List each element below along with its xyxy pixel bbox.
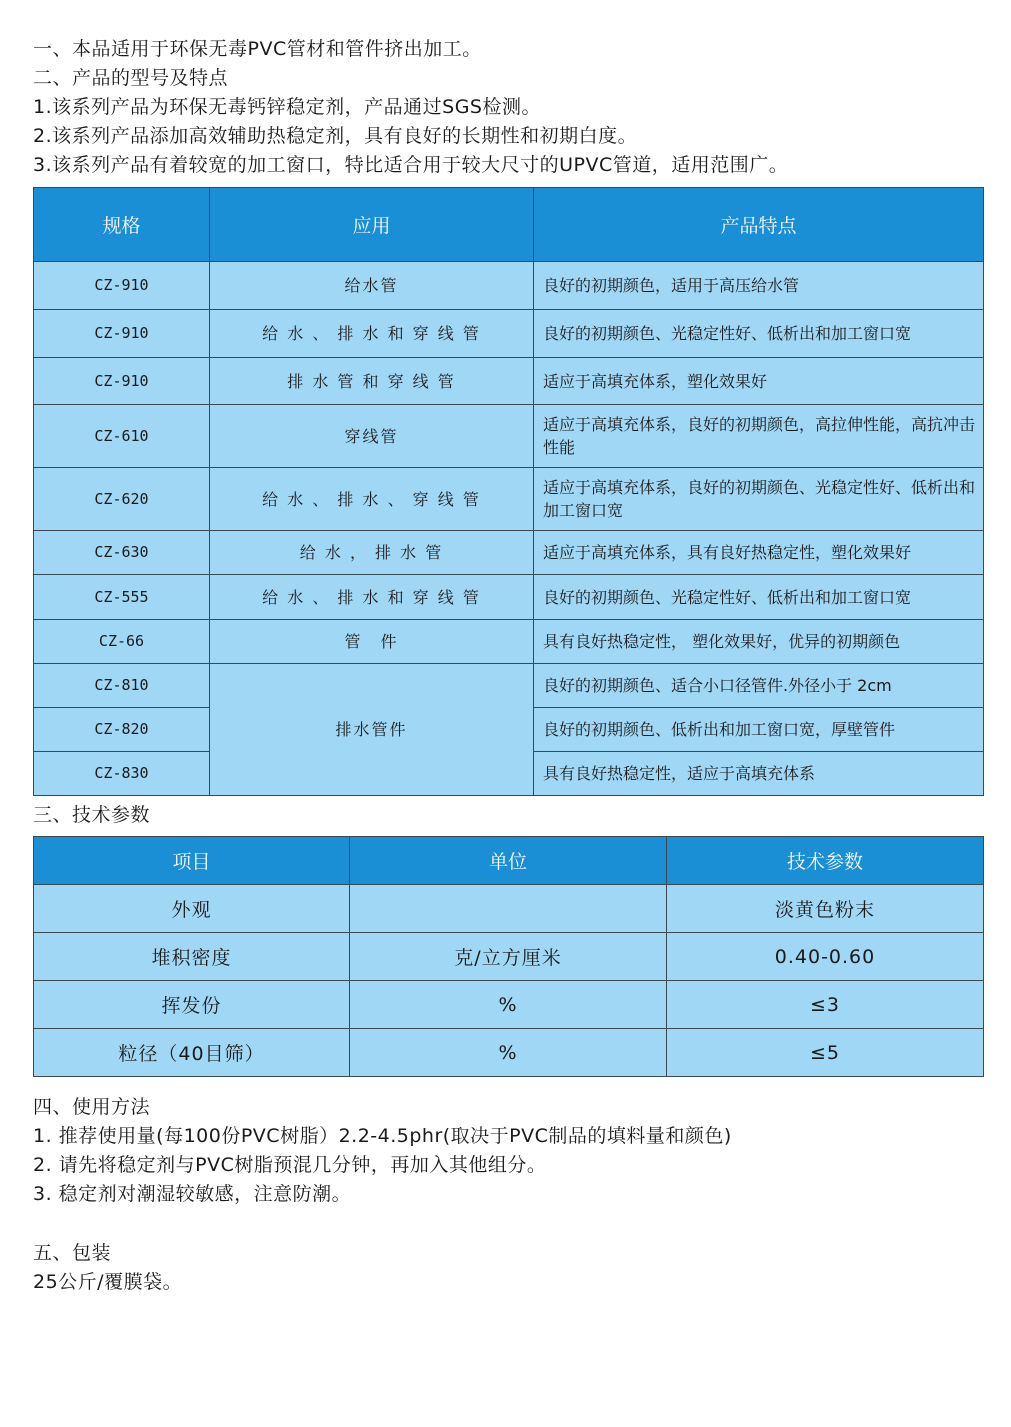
table-row <box>34 981 984 1029</box>
application-cell: 管 件 <box>210 620 534 664</box>
table-row <box>34 531 984 575</box>
table-row <box>34 468 984 531</box>
spec-cell: CZ-810 <box>34 664 210 708</box>
item-cell: 粒径（40目筛） <box>34 1029 350 1077</box>
item-cell: 堆积密度 <box>34 933 350 981</box>
table-row <box>34 358 984 405</box>
application-cell: 给 水 、 排 水 和 穿 线 管 <box>210 575 534 620</box>
spec-cell: CZ-630 <box>34 531 210 575</box>
value-cell: 淡黄色粉末 <box>667 885 984 933</box>
section-4-heading: 四、使用方法 <box>33 1096 151 1118</box>
application-cell: 排 水 管 和 穿 线 管 <box>210 358 534 405</box>
feature-line-1: 1.该系列产品为环保无毒钙锌稳定剂，产品通过SGS检测。 <box>33 96 541 118</box>
table-row <box>34 310 984 358</box>
spec-cell: CZ-66 <box>34 620 210 664</box>
application-cell: 排水管件 <box>210 664 534 796</box>
product-table <box>33 187 984 796</box>
unit-cell: % <box>350 1029 667 1077</box>
section-5-heading: 五、包装 <box>33 1242 112 1264</box>
application-cell: 穿线管 <box>210 405 534 468</box>
application-cell: 给 水 、 排 水 、 穿 线 管 <box>210 468 534 531</box>
value-cell: ≤3 <box>667 981 984 1029</box>
header-item: 项目 <box>34 837 350 885</box>
spec-cell: CZ-610 <box>34 405 210 468</box>
feature-cell: 适应于高填充体系，良好的初期颜色、光稳定性好、低析出和加工窗口宽 <box>534 468 984 531</box>
usage-line-2: 2. 请先将稳定剂与PVC树脂预混几分钟，再加入其他组分。 <box>33 1154 547 1176</box>
item-cell: 挥发份 <box>34 981 350 1029</box>
unit-cell <box>350 885 667 933</box>
spec-cell: CZ-830 <box>34 752 210 796</box>
feature-cell: 适应于高填充体系，塑化效果好 <box>534 358 984 405</box>
header-spec: 规格 <box>34 188 210 262</box>
usage-line-1: 1. 推荐使用量(每100份PVC树脂）2.2-4.5phr(取决于PVC制品的填料量和颜色) <box>33 1125 732 1147</box>
product-table-header <box>34 188 984 262</box>
table-row <box>34 933 984 981</box>
feature-cell: 适应于高填充体系，良好的初期颜色，高拉伸性能，高抗冲击性能 <box>534 405 984 468</box>
packaging-line: 25公斤/覆膜袋。 <box>33 1271 183 1293</box>
feature-cell: 良好的初期颜色、低析出和加工窗口宽，厚壁管件 <box>534 708 984 752</box>
application-cell: 给 水 ， 排 水 管 <box>210 531 534 575</box>
feature-line-3: 3.该系列产品有着较宽的加工窗口，特比适合用于较大尺寸的UPVC管道，适用范围广。 <box>33 154 789 176</box>
table-row <box>34 620 984 664</box>
feature-cell: 良好的初期颜色、光稳定性好、低析出和加工窗口宽 <box>534 575 984 620</box>
unit-cell: 克/立方厘米 <box>350 933 667 981</box>
value-cell: ≤5 <box>667 1029 984 1077</box>
spec-cell: CZ-820 <box>34 708 210 752</box>
spec-cell: CZ-910 <box>34 310 210 358</box>
table-row <box>34 262 984 310</box>
feature-cell: 具有良好热稳定性， 塑化效果好，优异的初期颜色 <box>534 620 984 664</box>
header-features: 产品特点 <box>534 188 984 262</box>
feature-line-2: 2.该系列产品添加高效辅助热稳定剂，具有良好的长期性和初期白度。 <box>33 125 638 147</box>
tech-params-table <box>33 836 984 1077</box>
feature-cell: 良好的初期颜色、光稳定性好、低析出和加工窗口宽 <box>534 310 984 358</box>
table-row <box>34 664 984 708</box>
header-tech-value: 技术参数 <box>667 837 984 885</box>
tech-table-header <box>34 837 984 885</box>
section-3-heading: 三、技术参数 <box>33 804 151 826</box>
feature-cell: 良好的初期颜色，适用于高压给水管 <box>534 262 984 310</box>
header-unit: 单位 <box>350 837 667 885</box>
spec-cell: CZ-620 <box>34 468 210 531</box>
feature-cell: 良好的初期颜色、适合小口径管件.外径小于 2cm <box>534 664 984 708</box>
section-1-text: 一、本品适用于环保无毒PVC管材和管件挤出加工。 <box>33 38 482 60</box>
spec-cell: CZ-910 <box>34 262 210 310</box>
usage-line-3: 3. 稳定剂对潮湿较敏感，注意防潮。 <box>33 1183 352 1205</box>
value-cell: 0.40-0.60 <box>667 933 984 981</box>
item-cell: 外观 <box>34 885 350 933</box>
section-2-heading: 二、产品的型号及特点 <box>33 67 229 89</box>
spec-cell: CZ-555 <box>34 575 210 620</box>
application-cell: 给水管 <box>210 262 534 310</box>
feature-cell: 适应于高填充体系，具有良好热稳定性，塑化效果好 <box>534 531 984 575</box>
unit-cell: % <box>350 981 667 1029</box>
table-row <box>34 575 984 620</box>
table-row <box>34 405 984 468</box>
application-cell: 给 水 、 排 水 和 穿 线 管 <box>210 310 534 358</box>
table-row <box>34 1029 984 1077</box>
feature-cell: 具有良好热稳定性，适应于高填充体系 <box>534 752 984 796</box>
table-row <box>34 885 984 933</box>
spec-cell: CZ-910 <box>34 358 210 405</box>
header-application: 应用 <box>210 188 534 262</box>
